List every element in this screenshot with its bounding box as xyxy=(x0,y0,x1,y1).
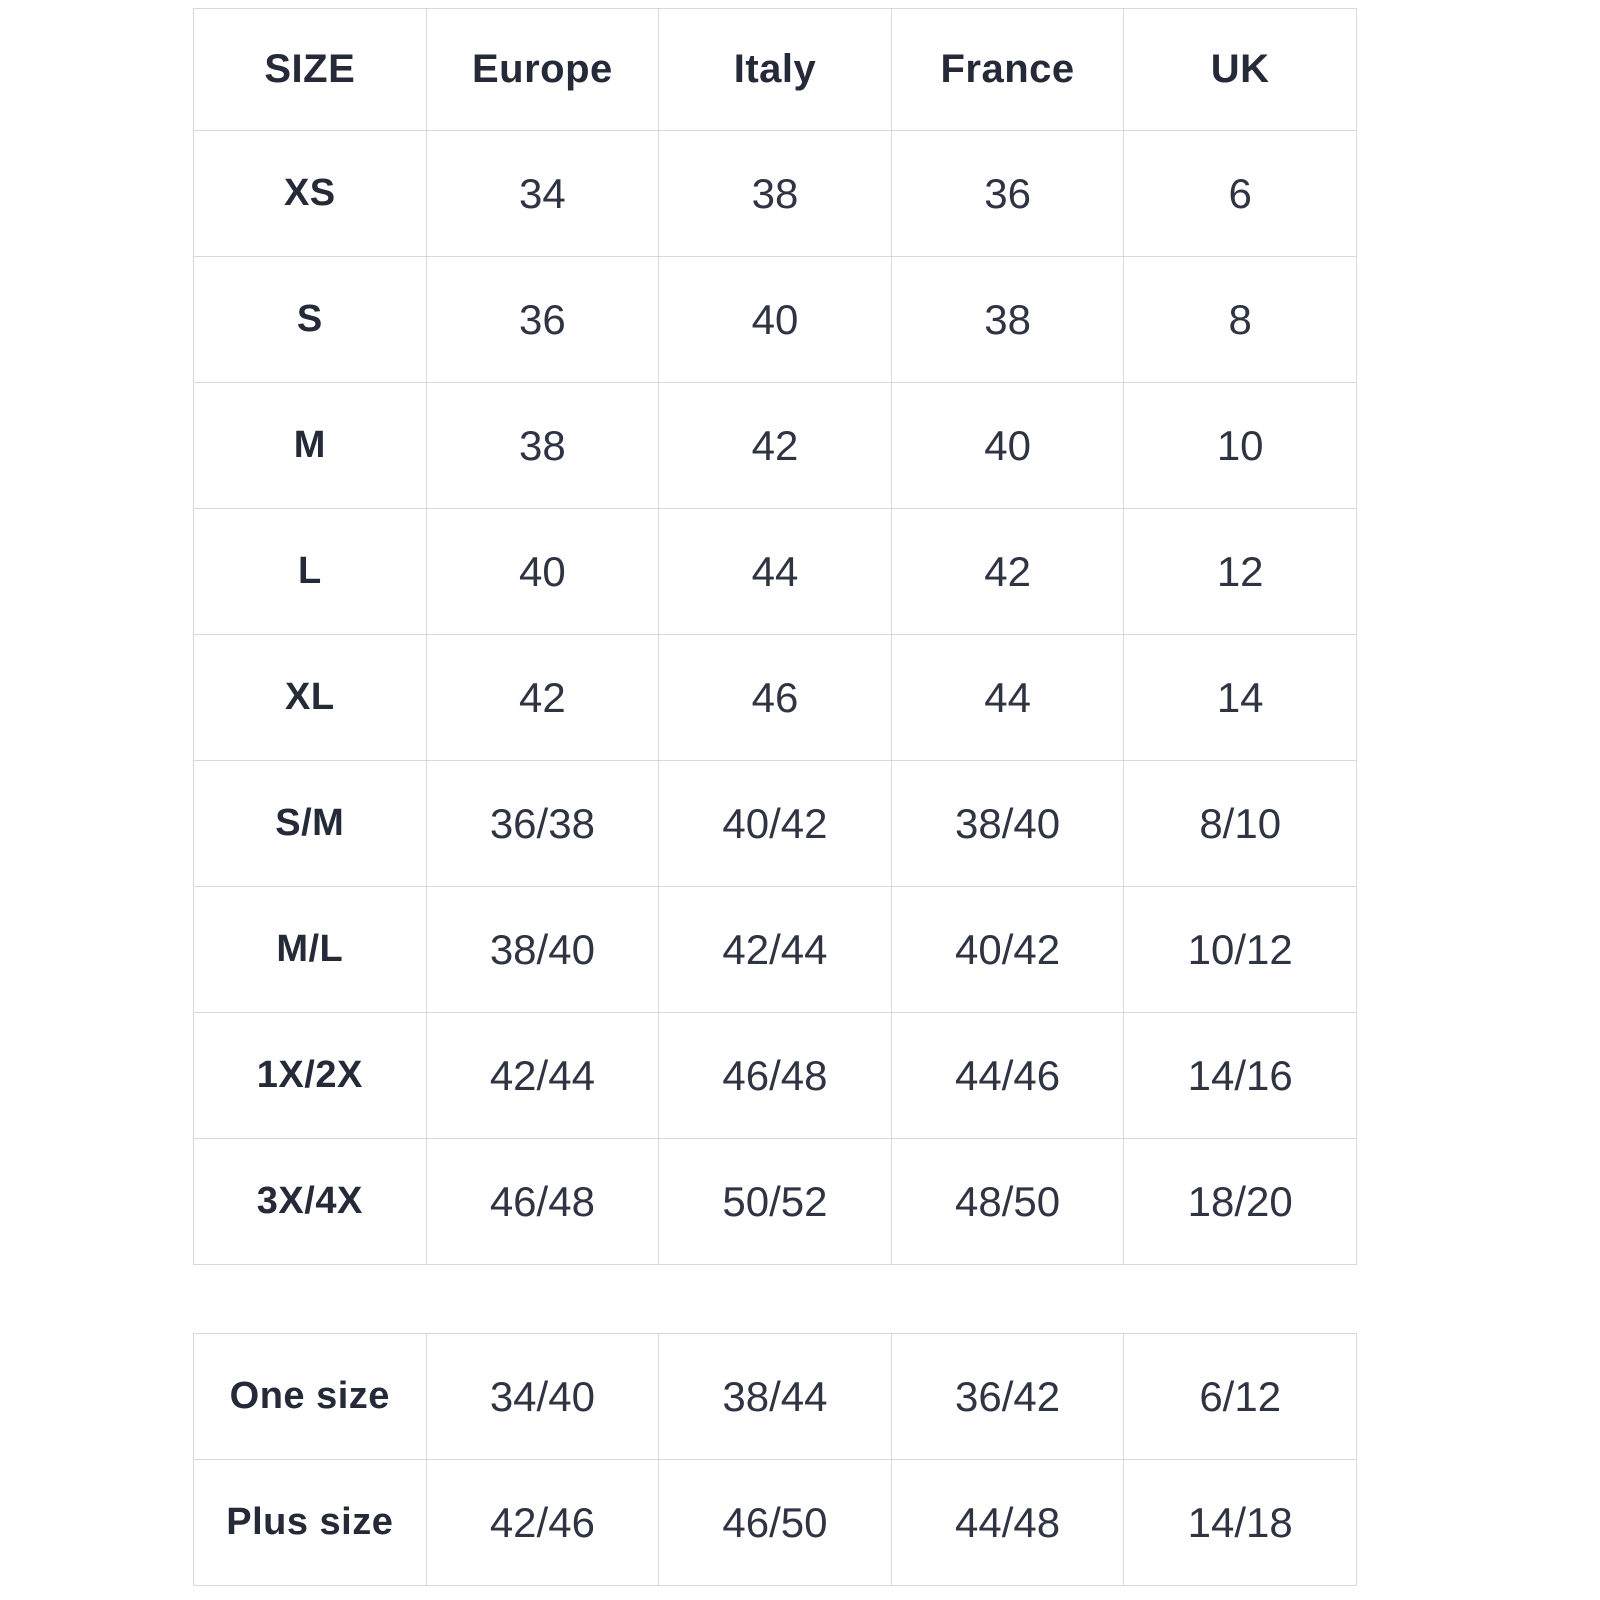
europe-value-cell: 42/44 xyxy=(426,1013,659,1139)
france-value-cell: 40/42 xyxy=(891,887,1124,1013)
column-header-uk: UK xyxy=(1124,9,1357,131)
italy-value-cell: 46 xyxy=(659,635,892,761)
size-label-cell: 3X/4X xyxy=(194,1139,427,1265)
france-value-cell: 44/46 xyxy=(891,1013,1124,1139)
size-label-cell: M/L xyxy=(194,887,427,1013)
italy-value-cell: 50/52 xyxy=(659,1139,892,1265)
france-value-cell: 36/42 xyxy=(891,1334,1124,1460)
italy-value-cell: 38 xyxy=(659,131,892,257)
table-row-one-size xyxy=(194,1334,1357,1460)
size-label-cell: 1X/2X xyxy=(194,1013,427,1139)
column-header-italy: Italy xyxy=(659,9,892,131)
size-label-cell: L xyxy=(194,509,427,635)
uk-value-cell: 10 xyxy=(1124,383,1357,509)
column-header-france: France xyxy=(891,9,1124,131)
table-row-m-l xyxy=(194,887,1357,1013)
uk-value-cell: 18/20 xyxy=(1124,1139,1357,1265)
table-row-plus-size xyxy=(194,1460,1357,1586)
one-size-plus-size-table xyxy=(193,1333,1357,1586)
size-conversion-charts xyxy=(193,8,1357,1586)
italy-value-cell: 44 xyxy=(659,509,892,635)
europe-value-cell: 36 xyxy=(426,257,659,383)
italy-value-cell: 38/44 xyxy=(659,1334,892,1460)
france-value-cell: 40 xyxy=(891,383,1124,509)
size-label-cell: S xyxy=(194,257,427,383)
table-row-l xyxy=(194,509,1357,635)
europe-value-cell: 38 xyxy=(426,383,659,509)
uk-value-cell: 6/12 xyxy=(1124,1334,1357,1460)
france-value-cell: 48/50 xyxy=(891,1139,1124,1265)
uk-value-cell: 6 xyxy=(1124,131,1357,257)
table-row-m xyxy=(194,383,1357,509)
header-row xyxy=(194,9,1357,131)
uk-value-cell: 8 xyxy=(1124,257,1357,383)
france-value-cell: 42 xyxy=(891,509,1124,635)
italy-value-cell: 40 xyxy=(659,257,892,383)
europe-value-cell: 40 xyxy=(426,509,659,635)
europe-value-cell: 36/38 xyxy=(426,761,659,887)
france-value-cell: 44/48 xyxy=(891,1460,1124,1586)
table-row-xl xyxy=(194,635,1357,761)
uk-value-cell: 8/10 xyxy=(1124,761,1357,887)
france-value-cell: 38 xyxy=(891,257,1124,383)
uk-value-cell: 14/16 xyxy=(1124,1013,1357,1139)
size-label-cell: XS xyxy=(194,131,427,257)
table-row-xs xyxy=(194,131,1357,257)
uk-value-cell: 14/18 xyxy=(1124,1460,1357,1586)
size-label-cell: XL xyxy=(194,635,427,761)
table-row-3x-4x xyxy=(194,1139,1357,1265)
europe-value-cell: 34 xyxy=(426,131,659,257)
france-value-cell: 36 xyxy=(891,131,1124,257)
france-value-cell: 38/40 xyxy=(891,761,1124,887)
uk-value-cell: 12 xyxy=(1124,509,1357,635)
size-label-cell: M xyxy=(194,383,427,509)
europe-value-cell: 38/40 xyxy=(426,887,659,1013)
italy-value-cell: 46/50 xyxy=(659,1460,892,1586)
italy-value-cell: 42 xyxy=(659,383,892,509)
europe-value-cell: 34/40 xyxy=(426,1334,659,1460)
italy-value-cell: 46/48 xyxy=(659,1013,892,1139)
france-value-cell: 44 xyxy=(891,635,1124,761)
table-row-1x-2x xyxy=(194,1013,1357,1139)
europe-value-cell: 42/46 xyxy=(426,1460,659,1586)
europe-value-cell: 42 xyxy=(426,635,659,761)
italy-value-cell: 42/44 xyxy=(659,887,892,1013)
size-label-cell: One size xyxy=(194,1334,427,1460)
column-header-size: SIZE xyxy=(194,9,427,131)
table-row-s-m xyxy=(194,761,1357,887)
uk-value-cell: 14 xyxy=(1124,635,1357,761)
uk-value-cell: 10/12 xyxy=(1124,887,1357,1013)
size-label-cell: Plus size xyxy=(194,1460,427,1586)
europe-value-cell: 46/48 xyxy=(426,1139,659,1265)
size-label-cell: S/M xyxy=(194,761,427,887)
size-conversion-table xyxy=(193,8,1357,1265)
table-row-s xyxy=(194,257,1357,383)
italy-value-cell: 40/42 xyxy=(659,761,892,887)
column-header-europe: Europe xyxy=(426,9,659,131)
